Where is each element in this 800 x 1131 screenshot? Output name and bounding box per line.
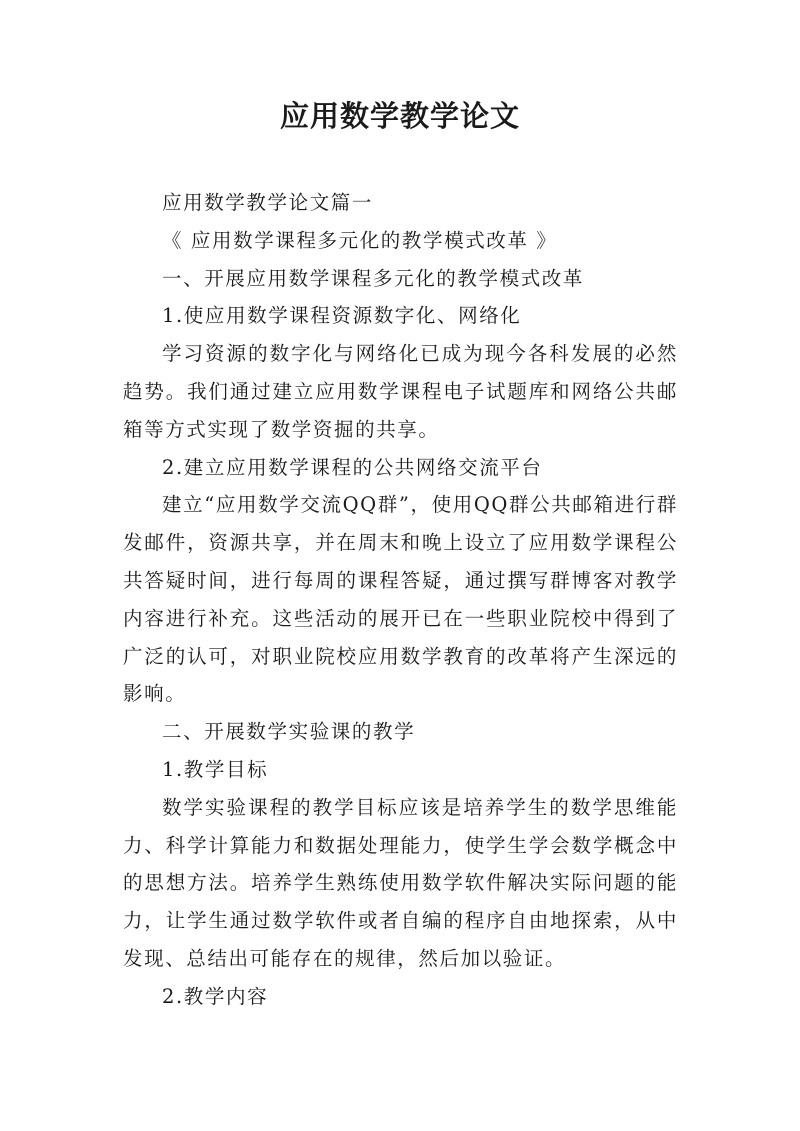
subsection-heading-2-2: 2.教学内容 bbox=[162, 984, 269, 1008]
document-title: 应用数学教学论文 bbox=[279, 99, 520, 133]
paragraph-teaching-goals: 数学实验课程的教学目标应该是培养学生的数学思维能力、科学计算能力和数据处理能力，使学生学会数学概念中的思想方法。培养学生熟练使用数学软件解决实际问题的能力，让学生通过数学软件或者自编的程序自由地探索，从中发现、总结出可能存在的规律，然后加以验证。 bbox=[123, 795, 678, 970]
subsection-heading-1-1: 1.使应用数学课程资源数字化、网络化 bbox=[162, 304, 522, 328]
article-title-line: 《 应用数学课程多元化的教学模式改革 》 bbox=[162, 228, 558, 252]
section-heading-part-one: 应用数学教学论文篇一 bbox=[162, 191, 374, 214]
section-heading-1: 一、开展应用数学课程多元化的教学模式改革 bbox=[162, 266, 585, 290]
paragraph-digitization: 学习资源的数字化与网络化已成为现今各科发展的必然趋势。我们通过建立应用数学课程电子试题库和网络公共邮箱等方式实现了数学资掘的共享。 bbox=[123, 342, 678, 441]
subsection-heading-2-1: 1.教学目标 bbox=[162, 757, 269, 781]
section-heading-2: 二、开展数学实验课的教学 bbox=[162, 720, 416, 744]
subsection-heading-1-2: 2.建立应用数学课程的公共网络交流平台 bbox=[162, 455, 543, 479]
document-body bbox=[123, 184, 678, 1016]
paragraph-qq-group: 建立“应用数学交流QQ群”，使用QQ群公共邮箱进行群发邮件，资源共享，并在周末和晚上设立了应用数学课程公共答疑时间，进行每周的课程答疑，通过撰写群博客对教学内容进行补充。这些活动的展开已在一些职业院校中得到了广泛的认可，对职业院校应用数学教育的改革将产生深远的影响。 bbox=[123, 493, 678, 706]
